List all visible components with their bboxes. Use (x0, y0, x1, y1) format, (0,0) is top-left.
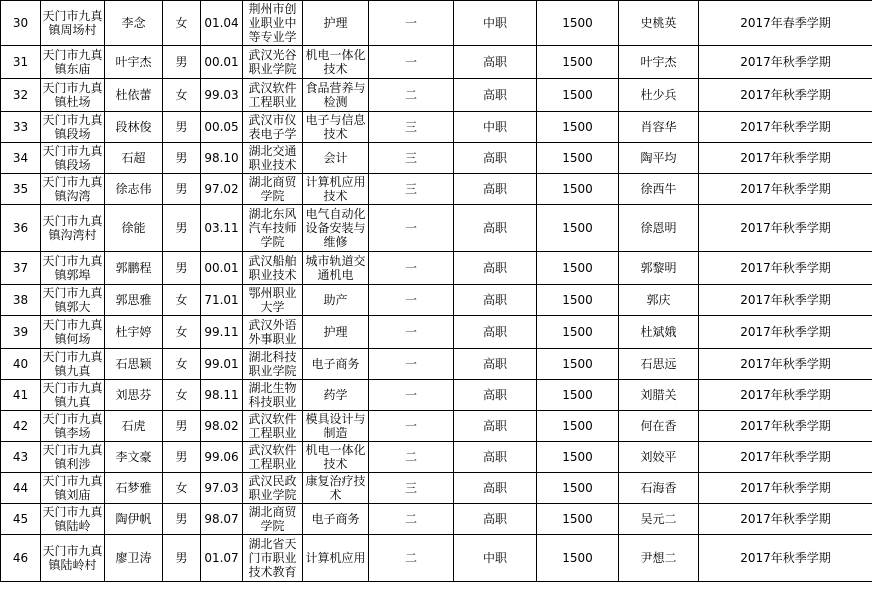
amount-cell: 1500 (537, 1, 619, 46)
major-cell: 助产 (303, 285, 369, 316)
birth-date-cell: 71.01 (201, 285, 243, 316)
birth-date-cell: 00.01 (201, 252, 243, 285)
gender-cell: 男 (163, 411, 201, 442)
address-cell: 天门市九真镇陆岭 (42, 505, 103, 533)
table-row (1, 112, 872, 143)
guardian-cell: 杜少兵 (619, 79, 699, 112)
education-level-cell: 高职 (454, 411, 537, 442)
row-number: 36 (1, 205, 41, 252)
guardian-cell: 史桃英 (619, 1, 699, 46)
address-cell: 天门市九真镇九真 (42, 381, 103, 409)
school-cell: 武汉船舶职业技术 (243, 252, 303, 285)
student-name-cell: 石梦雅 (105, 473, 163, 504)
guardian-cell: 吴元二 (619, 504, 699, 535)
term-cell: 2017年秋季学期 (699, 473, 872, 504)
student-name-cell: 陶伊帆 (105, 504, 163, 535)
grade-cell: 二 (369, 504, 454, 535)
amount-cell: 1500 (537, 380, 619, 411)
education-level-cell: 高职 (454, 143, 537, 174)
term-cell: 2017年秋季学期 (699, 411, 872, 442)
school-cell: 武汉市仪表电子学 (243, 112, 303, 143)
education-level-cell: 高职 (454, 442, 537, 473)
term-cell: 2017年秋季学期 (699, 174, 872, 205)
student-name-cell: 刘思芬 (105, 380, 163, 411)
address-cell: 天门市九真镇九真 (42, 350, 103, 378)
gender-cell: 男 (163, 143, 201, 174)
table-row (1, 1, 872, 46)
guardian-cell: 杜斌娥 (619, 316, 699, 349)
student-name-cell: 杜宇婷 (105, 316, 163, 349)
table-row (1, 442, 872, 473)
guardian-cell: 陶平均 (619, 143, 699, 174)
row-number: 30 (1, 1, 41, 46)
grade-cell: 一 (369, 285, 454, 316)
major-cell: 药学 (303, 380, 369, 411)
guardian-cell: 肖容华 (619, 112, 699, 143)
birth-date-cell: 97.02 (201, 174, 243, 205)
address-cell: 天门市九真镇沟湾 (42, 175, 103, 203)
gender-cell: 男 (163, 112, 201, 143)
term-cell: 2017年秋季学期 (699, 504, 872, 535)
row-number: 37 (1, 252, 41, 285)
table-row (1, 380, 872, 411)
guardian-cell: 徐恩明 (619, 205, 699, 252)
guardian-cell: 刘姣平 (619, 442, 699, 473)
row-number: 46 (1, 535, 41, 582)
major-cell: 电子商务 (303, 349, 369, 380)
student-name-cell: 石虎 (105, 411, 163, 442)
grade-cell: 三 (369, 112, 454, 143)
address-cell: 天门市九真镇杜场 (41, 79, 105, 112)
guardian-cell: 郭庆 (619, 285, 699, 316)
row-number: 39 (1, 316, 41, 349)
grade-cell: 一 (369, 46, 454, 79)
birth-date-cell: 99.03 (201, 79, 243, 112)
amount-cell: 1500 (537, 252, 619, 285)
gender-cell: 男 (163, 252, 201, 285)
table-row (1, 285, 872, 316)
student-name-cell: 叶宇杰 (105, 46, 163, 79)
term-cell: 2017年秋季学期 (699, 442, 872, 473)
education-level-cell: 高职 (454, 79, 537, 112)
amount-cell: 1500 (537, 535, 619, 582)
major-cell: 电子商务 (303, 504, 369, 535)
term-cell: 2017年秋季学期 (699, 252, 872, 285)
guardian-cell: 刘腊关 (619, 380, 699, 411)
guardian-cell: 石海香 (619, 473, 699, 504)
row-number: 35 (1, 174, 41, 205)
student-name-cell: 廖卫涛 (105, 535, 163, 582)
address-cell: 天门市九真镇刘庙 (42, 474, 103, 502)
school-cell: 武汉软件工程职业 (243, 411, 303, 442)
row-number: 41 (1, 380, 41, 411)
grade-cell: 三 (369, 143, 454, 174)
student-name-cell: 郭思雅 (105, 285, 163, 316)
student-name-cell: 石思颖 (105, 349, 163, 380)
major-cell: 护理 (303, 1, 369, 46)
major-cell: 城市轨道交通机电 (303, 252, 369, 285)
table-row (1, 46, 872, 79)
gender-cell: 女 (163, 473, 201, 504)
major-cell: 模具设计与制造 (303, 411, 369, 442)
gender-cell: 男 (163, 46, 201, 79)
student-name-cell: 李念 (105, 1, 163, 46)
row-number: 43 (1, 442, 41, 473)
amount-cell: 1500 (537, 473, 619, 504)
grade-cell: 一 (369, 349, 454, 380)
table-row (1, 252, 872, 285)
table-row (1, 504, 872, 535)
address-cell: 天门市九真镇郭大 (42, 286, 103, 314)
education-level-cell: 高职 (454, 205, 537, 252)
term-cell: 2017年秋季学期 (699, 46, 872, 79)
guardian-cell: 何在香 (619, 411, 699, 442)
term-cell: 2017年秋季学期 (699, 349, 872, 380)
table-row (1, 411, 872, 442)
row-number: 40 (1, 349, 41, 380)
row-number: 42 (1, 411, 41, 442)
education-level-cell: 高职 (454, 349, 537, 380)
amount-cell: 1500 (537, 79, 619, 112)
amount-cell: 1500 (537, 349, 619, 380)
student-name-cell: 徐能 (105, 205, 163, 252)
guardian-cell: 徐西牛 (619, 174, 699, 205)
term-cell: 2017年秋季学期 (699, 143, 872, 174)
address-cell: 天门市九真镇陆岭村 (41, 535, 105, 582)
birth-date-cell: 99.01 (201, 349, 243, 380)
guardian-cell: 叶宇杰 (619, 46, 699, 79)
grade-cell: 一 (369, 316, 454, 349)
major-cell: 计算机应用技术 (303, 174, 369, 205)
major-cell: 电气自动化设备安装与维修 (303, 205, 369, 252)
amount-cell: 1500 (537, 316, 619, 349)
term-cell: 2017年秋季学期 (699, 205, 872, 252)
birth-date-cell: 97.03 (201, 473, 243, 504)
major-cell: 电子与信息技术 (303, 112, 369, 143)
birth-date-cell: 98.02 (201, 411, 243, 442)
table-row (1, 349, 872, 380)
school-cell: 湖北商贸学院 (243, 174, 303, 205)
row-number: 34 (1, 143, 41, 174)
school-cell: 湖北商贸学院 (243, 504, 303, 535)
school-cell: 湖北生物科技职业 (243, 380, 303, 411)
education-level-cell: 高职 (454, 46, 537, 79)
amount-cell: 1500 (537, 205, 619, 252)
school-cell: 武汉软件工程职业 (243, 79, 303, 112)
amount-cell: 1500 (537, 143, 619, 174)
table-row (1, 205, 872, 252)
student-name-cell: 石超 (105, 143, 163, 174)
grade-cell: 三 (369, 174, 454, 205)
major-cell: 机电一体化技术 (303, 442, 369, 473)
gender-cell: 男 (163, 504, 201, 535)
row-number: 38 (1, 285, 41, 316)
table-row (1, 473, 872, 504)
gender-cell: 女 (163, 316, 201, 349)
table-row (1, 316, 872, 349)
school-cell: 湖北东风汽车技师学院 (243, 205, 303, 252)
gender-cell: 女 (163, 79, 201, 112)
school-cell: 武汉外语外事职业 (243, 316, 303, 349)
guardian-cell: 石思远 (619, 349, 699, 380)
address-cell: 天门市九真镇李场 (42, 412, 103, 440)
row-number: 32 (1, 79, 41, 112)
amount-cell: 1500 (537, 411, 619, 442)
address-cell: 天门市九真镇利涉 (42, 443, 103, 471)
student-name-cell: 徐志伟 (105, 174, 163, 205)
term-cell: 2017年秋季学期 (699, 535, 872, 582)
grade-cell: 一 (369, 1, 454, 46)
education-level-cell: 高职 (454, 380, 537, 411)
school-cell: 武汉民政职业学院 (243, 473, 303, 504)
education-level-cell: 中职 (454, 1, 537, 46)
student-name-cell: 杜依蕾 (105, 79, 163, 112)
birth-date-cell: 01.04 (201, 1, 243, 46)
grade-cell: 一 (369, 411, 454, 442)
education-level-cell: 中职 (454, 535, 537, 582)
student-name-cell: 段林俊 (105, 112, 163, 143)
row-number: 45 (1, 504, 41, 535)
amount-cell: 1500 (537, 174, 619, 205)
amount-cell: 1500 (537, 46, 619, 79)
grade-cell: 一 (369, 205, 454, 252)
address-cell: 天门市九真镇段场 (42, 113, 103, 141)
education-level-cell: 高职 (454, 252, 537, 285)
gender-cell: 女 (163, 380, 201, 411)
grade-cell: 二 (369, 79, 454, 112)
grade-cell: 二 (369, 442, 454, 473)
term-cell: 2017年秋季学期 (699, 112, 872, 143)
address-cell: 天门市九真镇沟湾村 (41, 205, 105, 252)
address-cell: 天门市九真镇周场村 (41, 1, 105, 46)
address-cell: 天门市九真镇东庙 (41, 46, 105, 79)
guardian-cell: 郭黎明 (619, 252, 699, 285)
table-row (1, 174, 872, 205)
amount-cell: 1500 (537, 112, 619, 143)
student-name-cell: 郭鹏程 (105, 252, 163, 285)
table-row (1, 79, 872, 112)
gender-cell: 女 (163, 1, 201, 46)
education-level-cell: 高职 (454, 285, 537, 316)
table-row (1, 535, 872, 582)
grade-cell: 二 (369, 535, 454, 582)
gender-cell: 女 (163, 349, 201, 380)
school-cell: 湖北科技职业学院 (243, 349, 303, 380)
term-cell: 2017年春季学期 (699, 1, 872, 46)
row-number: 44 (1, 473, 41, 504)
birth-date-cell: 00.01 (201, 46, 243, 79)
term-cell: 2017年秋季学期 (699, 380, 872, 411)
amount-cell: 1500 (537, 442, 619, 473)
birth-date-cell: 01.07 (201, 535, 243, 582)
school-cell: 荆州市创业职业中等专业学 (243, 1, 303, 46)
row-number: 31 (1, 46, 41, 79)
major-cell: 食品营养与检测 (303, 79, 369, 112)
birth-date-cell: 99.06 (201, 442, 243, 473)
gender-cell: 女 (163, 285, 201, 316)
guardian-cell: 尹想二 (619, 535, 699, 582)
school-cell: 湖北省天门市职业技术教育 (243, 535, 303, 582)
term-cell: 2017年秋季学期 (699, 316, 872, 349)
school-cell: 武汉软件工程职业 (243, 442, 303, 473)
school-cell: 武汉光谷职业学院 (243, 46, 303, 79)
birth-date-cell: 98.10 (201, 143, 243, 174)
address-cell: 天门市九真镇段场 (42, 144, 103, 172)
address-cell: 天门市九真镇郭埠 (41, 252, 105, 285)
gender-cell: 男 (163, 205, 201, 252)
birth-date-cell: 03.11 (201, 205, 243, 252)
education-level-cell: 高职 (454, 174, 537, 205)
term-cell: 2017年秋季学期 (699, 285, 872, 316)
amount-cell: 1500 (537, 504, 619, 535)
grade-cell: 一 (369, 252, 454, 285)
major-cell: 机电一体化技术 (303, 46, 369, 79)
education-level-cell: 中职 (454, 112, 537, 143)
birth-date-cell: 98.07 (201, 504, 243, 535)
major-cell: 会计 (303, 143, 369, 174)
education-level-cell: 高职 (454, 504, 537, 535)
grade-cell: 一 (369, 380, 454, 411)
major-cell: 护理 (303, 316, 369, 349)
school-cell: 鄂州职业大学 (243, 285, 303, 316)
major-cell: 计算机应用 (303, 535, 369, 582)
term-cell: 2017年秋季学期 (699, 79, 872, 112)
gender-cell: 男 (163, 174, 201, 205)
amount-cell: 1500 (537, 285, 619, 316)
education-level-cell: 高职 (454, 316, 537, 349)
row-number: 33 (1, 112, 41, 143)
birth-date-cell: 00.05 (201, 112, 243, 143)
address-cell: 天门市九真镇何场 (41, 316, 105, 349)
birth-date-cell: 98.11 (201, 380, 243, 411)
school-cell: 湖北交通职业技术 (243, 143, 303, 174)
major-cell: 康复治疗技术 (303, 473, 369, 504)
education-level-cell: 高职 (454, 473, 537, 504)
student-name-cell: 李文豪 (105, 442, 163, 473)
table-row (1, 143, 872, 174)
gender-cell: 男 (163, 535, 201, 582)
gender-cell: 男 (163, 442, 201, 473)
grade-cell: 三 (369, 473, 454, 504)
birth-date-cell: 99.11 (201, 316, 243, 349)
